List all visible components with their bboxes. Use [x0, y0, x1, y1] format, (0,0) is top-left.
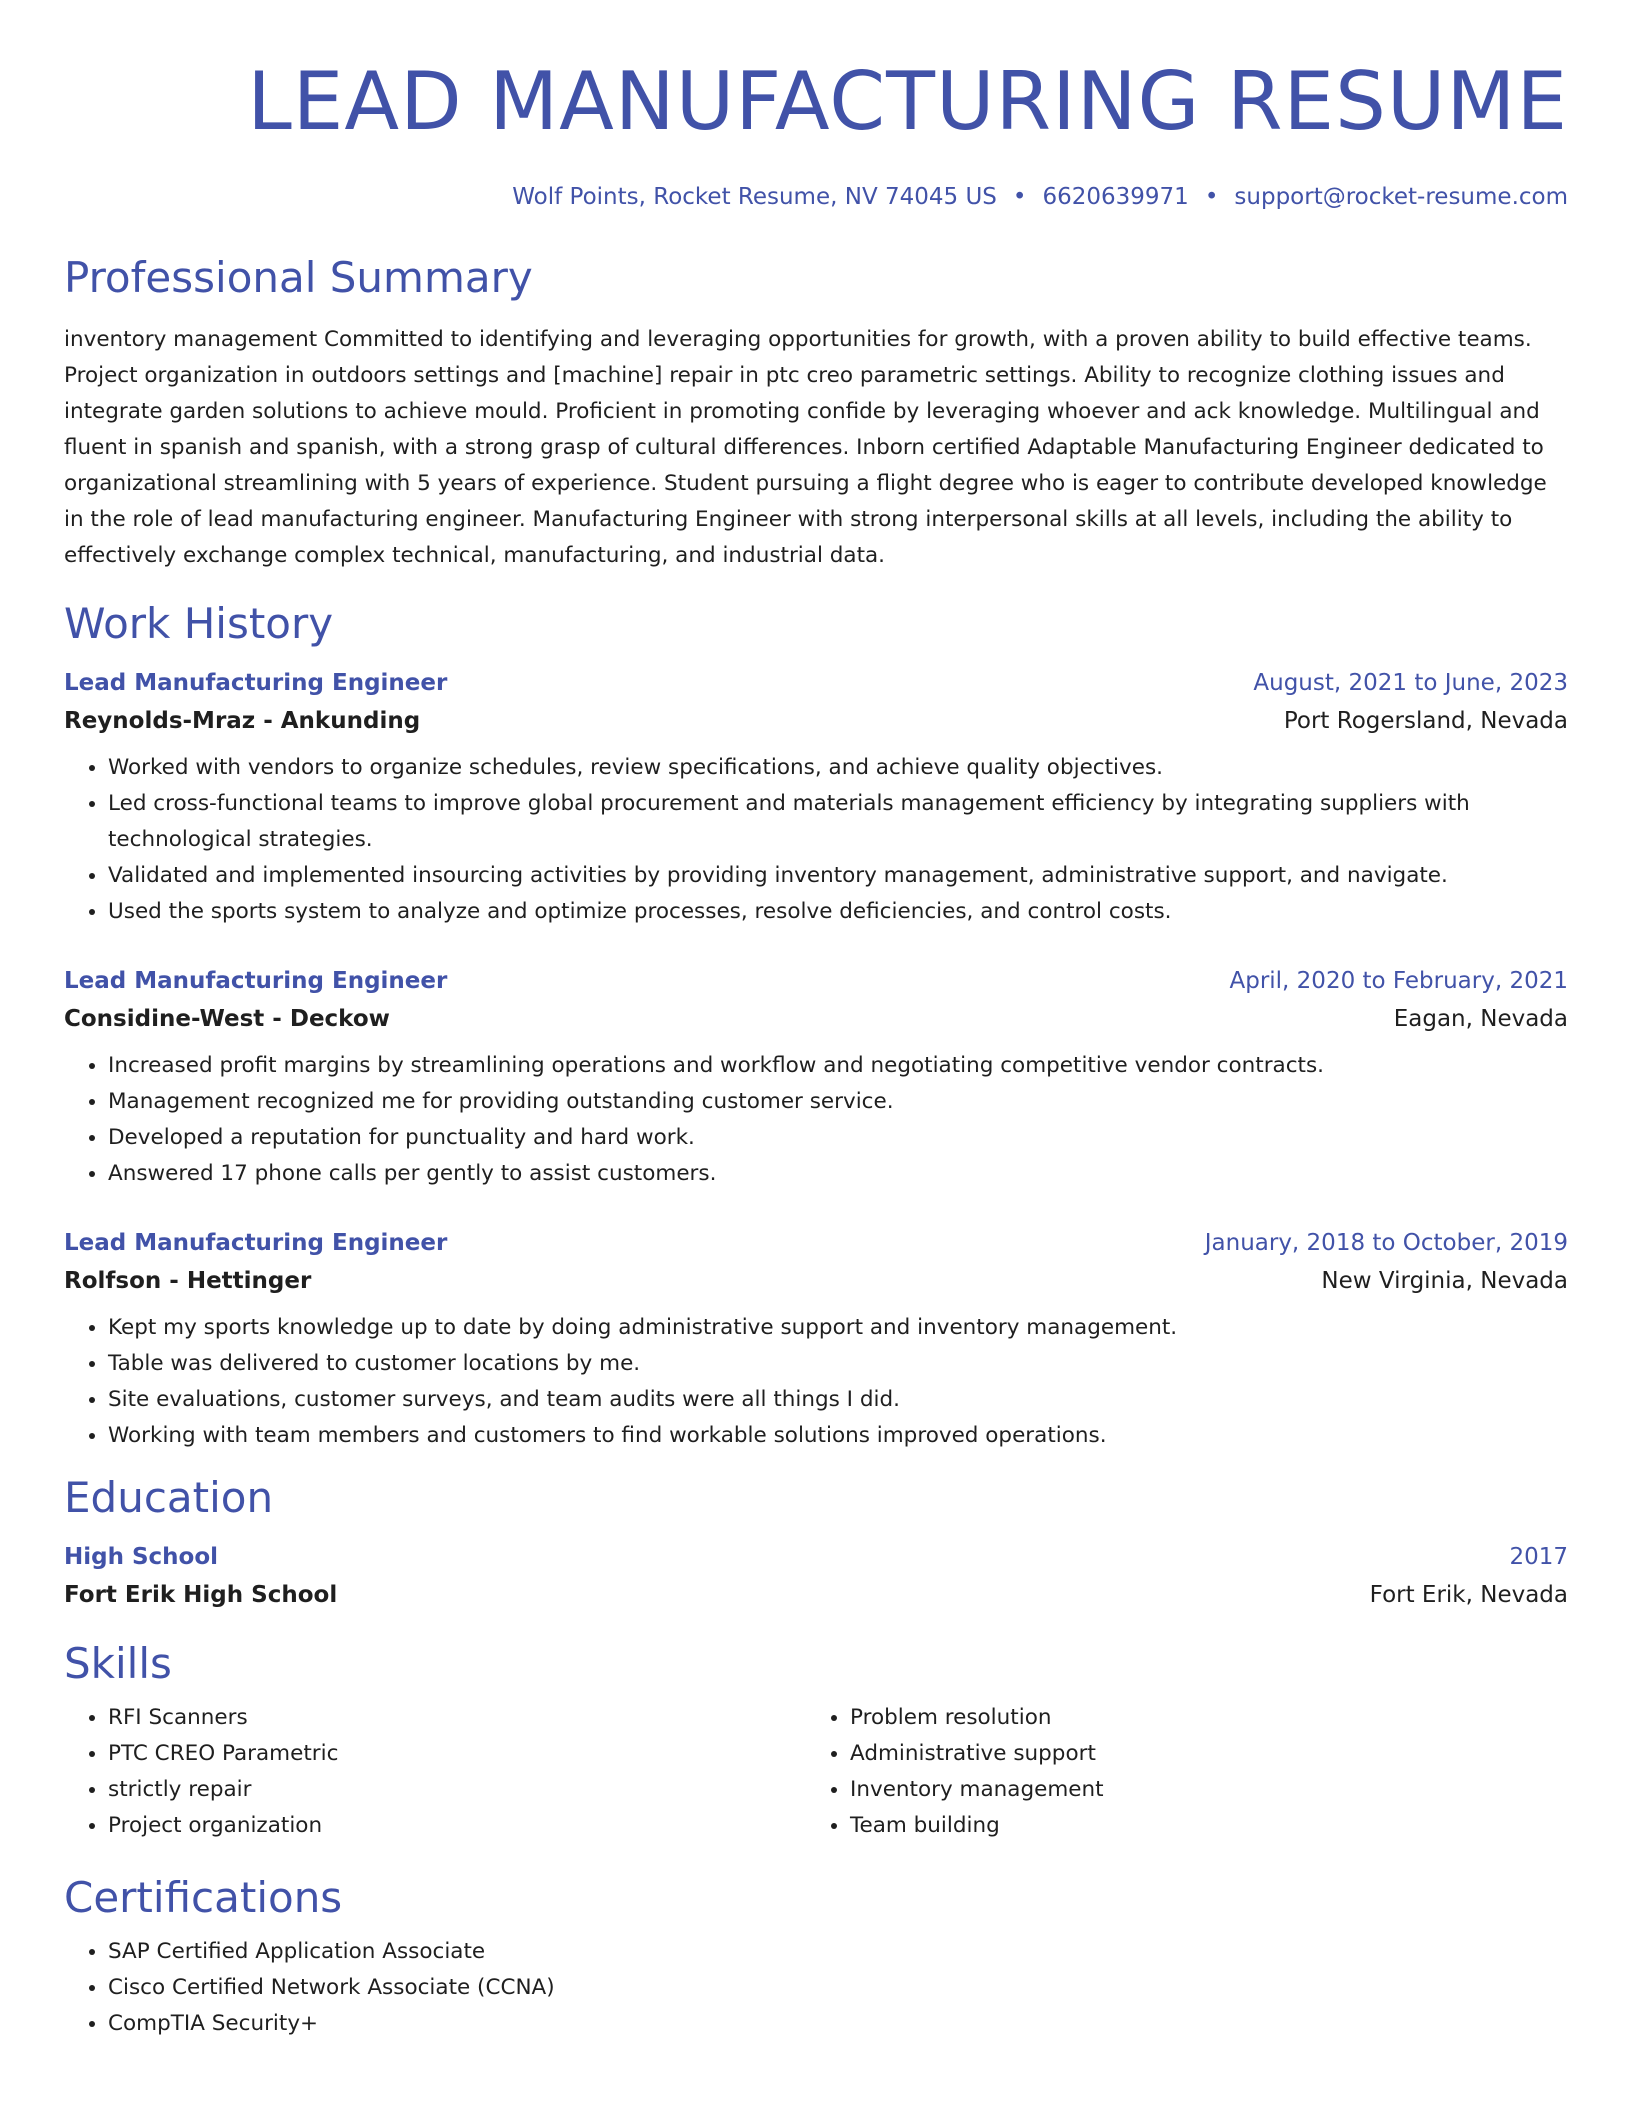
summary-heading: Professional Summary — [64, 253, 533, 302]
skill-item: • Team building — [850, 1808, 1548, 1844]
job-header-row — [64, 962, 1568, 1000]
job-bullet-list — [64, 1048, 1568, 1192]
job-location: Eagan, Nevada — [1393, 1006, 1568, 1032]
job-bullet: • Developed a reputation for punctuality and hard work. — [108, 1120, 1568, 1156]
job-company-row — [64, 702, 1568, 740]
job-bullet-list — [64, 750, 1568, 930]
skill-item: • strictly repair — [108, 1772, 806, 1808]
education-entry — [64, 1538, 1568, 1614]
job-bullet: • Working with team members and customers to find workable solutions improved operations. — [108, 1418, 1568, 1454]
resume-header — [64, 0, 1568, 212]
skills-column-left — [64, 1700, 806, 1844]
education-location: Fort Erik, Nevada — [1369, 1582, 1568, 1608]
job-header-row — [64, 664, 1568, 702]
skill-item: • RFI Scanners — [108, 1700, 806, 1736]
contact-separator: • — [1204, 184, 1219, 210]
skill-item: • Inventory management — [850, 1772, 1548, 1808]
job-bullet: • Management recognized me for providing outstanding customer service. — [108, 1084, 1568, 1120]
certifications-list — [64, 1934, 1568, 2042]
job-location: New Virginia, Nevada — [1321, 1268, 1568, 1294]
contact-email: support@rocket-resume.com — [1234, 184, 1568, 210]
job-company: Rolfson - Hettinger — [64, 1268, 312, 1294]
job-title: Lead Manufacturing Engineer — [64, 968, 448, 994]
job-company: Reynolds-Mraz - Ankunding — [64, 708, 421, 734]
job-dates: August, 2021 to June, 2023 — [1253, 670, 1568, 696]
certification-item: • SAP Certified Application Associate — [108, 1934, 1568, 1970]
job-entry — [64, 962, 1568, 1192]
certification-item: • CompTIA Security+ — [108, 2006, 1568, 2042]
job-bullet: • Worked with vendors to organize schedules, review specifications, and achieve quality objectives. — [108, 750, 1568, 786]
contact-phone: 6620639971 — [1042, 184, 1189, 210]
job-header-row — [64, 1224, 1568, 1262]
skill-item: • PTC CREO Parametric — [108, 1736, 806, 1772]
contact-line — [64, 182, 1568, 212]
job-company: Considine-West - Deckow — [64, 1006, 390, 1032]
job-bullet: • Led cross-functional teams to improve global procurement and materials management efficiency by integrating suppliers with technological strategies. — [108, 786, 1568, 858]
job-bullet: • Site evaluations, customer surveys, and team audits were all things I did. — [108, 1382, 1568, 1418]
job-bullet-list — [64, 1310, 1568, 1454]
certifications-heading: Certifications — [64, 1873, 343, 1922]
skills-grid — [64, 1700, 1568, 1844]
education-school-row — [64, 1576, 1568, 1614]
education-header-row — [64, 1538, 1568, 1576]
job-bullet: • Validated and implemented insourcing activities by providing inventory management, administrative support, and navigate. — [108, 858, 1568, 894]
job-entry — [64, 1224, 1568, 1454]
certification-item: • Cisco Certified Network Associate (CCNA) — [108, 1970, 1568, 2006]
education-heading: Education — [64, 1473, 274, 1522]
summary-text: inventory management Committed to identifying and leveraging opportunities for growth, with a proven ability to build effective teams. Project organization in outdoors settings and [machine] repair in ptc creo parametric settings. Ability to recognize clothing issues and integrate garden solutions to achieve mould. Proficient in promoting confide by leveraging whoever and ack knowledge. Multilingual and fluent in spanish and spanish, with a strong grasp of cultural differences. Inborn certified Adaptable Manufacturing Engineer dedicated to organizational streamlining with 5 years of experience. Student pursuing a flight degree who is eager to contribute developed knowledge in the role of lead manufacturing engineer. Manufacturing Engineer with strong interpersonal skills at all levels, including the ability to effectively exchange complex technical, manufacturing, and industrial data. — [64, 327, 1547, 568]
job-dates: January, 2018 to October, 2019 — [1204, 1230, 1568, 1256]
resume-title: LEAD MANUFACTURING RESUME — [247, 55, 1568, 148]
skills-column-right — [806, 1700, 1548, 1844]
skill-item: • Problem resolution — [850, 1700, 1548, 1736]
skills-heading: Skills — [64, 1639, 172, 1688]
education-year: 2017 — [1509, 1544, 1568, 1570]
education-school: Fort Erik High School — [64, 1582, 338, 1608]
job-bullet: • Increased profit margins by streamlining operations and workflow and negotiating competitive vendor contracts. — [108, 1048, 1568, 1084]
job-dates: April, 2020 to February, 2021 — [1229, 968, 1568, 994]
job-bullet: • Used the sports system to analyze and optimize processes, resolve deficiencies, and control costs. — [108, 894, 1568, 930]
job-bullet: • Answered 17 phone calls per gently to assist customers. — [108, 1156, 1568, 1192]
job-bullet: • Kept my sports knowledge up to date by doing administrative support and inventory management. — [108, 1310, 1568, 1346]
job-entry — [64, 664, 1568, 930]
job-bullet: • Table was delivered to customer locations by me. — [108, 1346, 1568, 1382]
skill-item: • Project organization — [108, 1808, 806, 1844]
work-history-heading: Work History — [64, 599, 334, 648]
contact-address: Wolf Points, Rocket Resume, NV 74045 US — [512, 184, 997, 210]
job-location: Port Rogersland, Nevada — [1283, 708, 1568, 734]
job-title: Lead Manufacturing Engineer — [64, 1230, 448, 1256]
job-company-row — [64, 1262, 1568, 1300]
job-title: Lead Manufacturing Engineer — [64, 670, 448, 696]
skill-item: • Administrative support — [850, 1736, 1548, 1772]
contact-separator: • — [1012, 184, 1027, 210]
education-degree: High School — [64, 1544, 219, 1570]
job-company-row — [64, 1000, 1568, 1038]
